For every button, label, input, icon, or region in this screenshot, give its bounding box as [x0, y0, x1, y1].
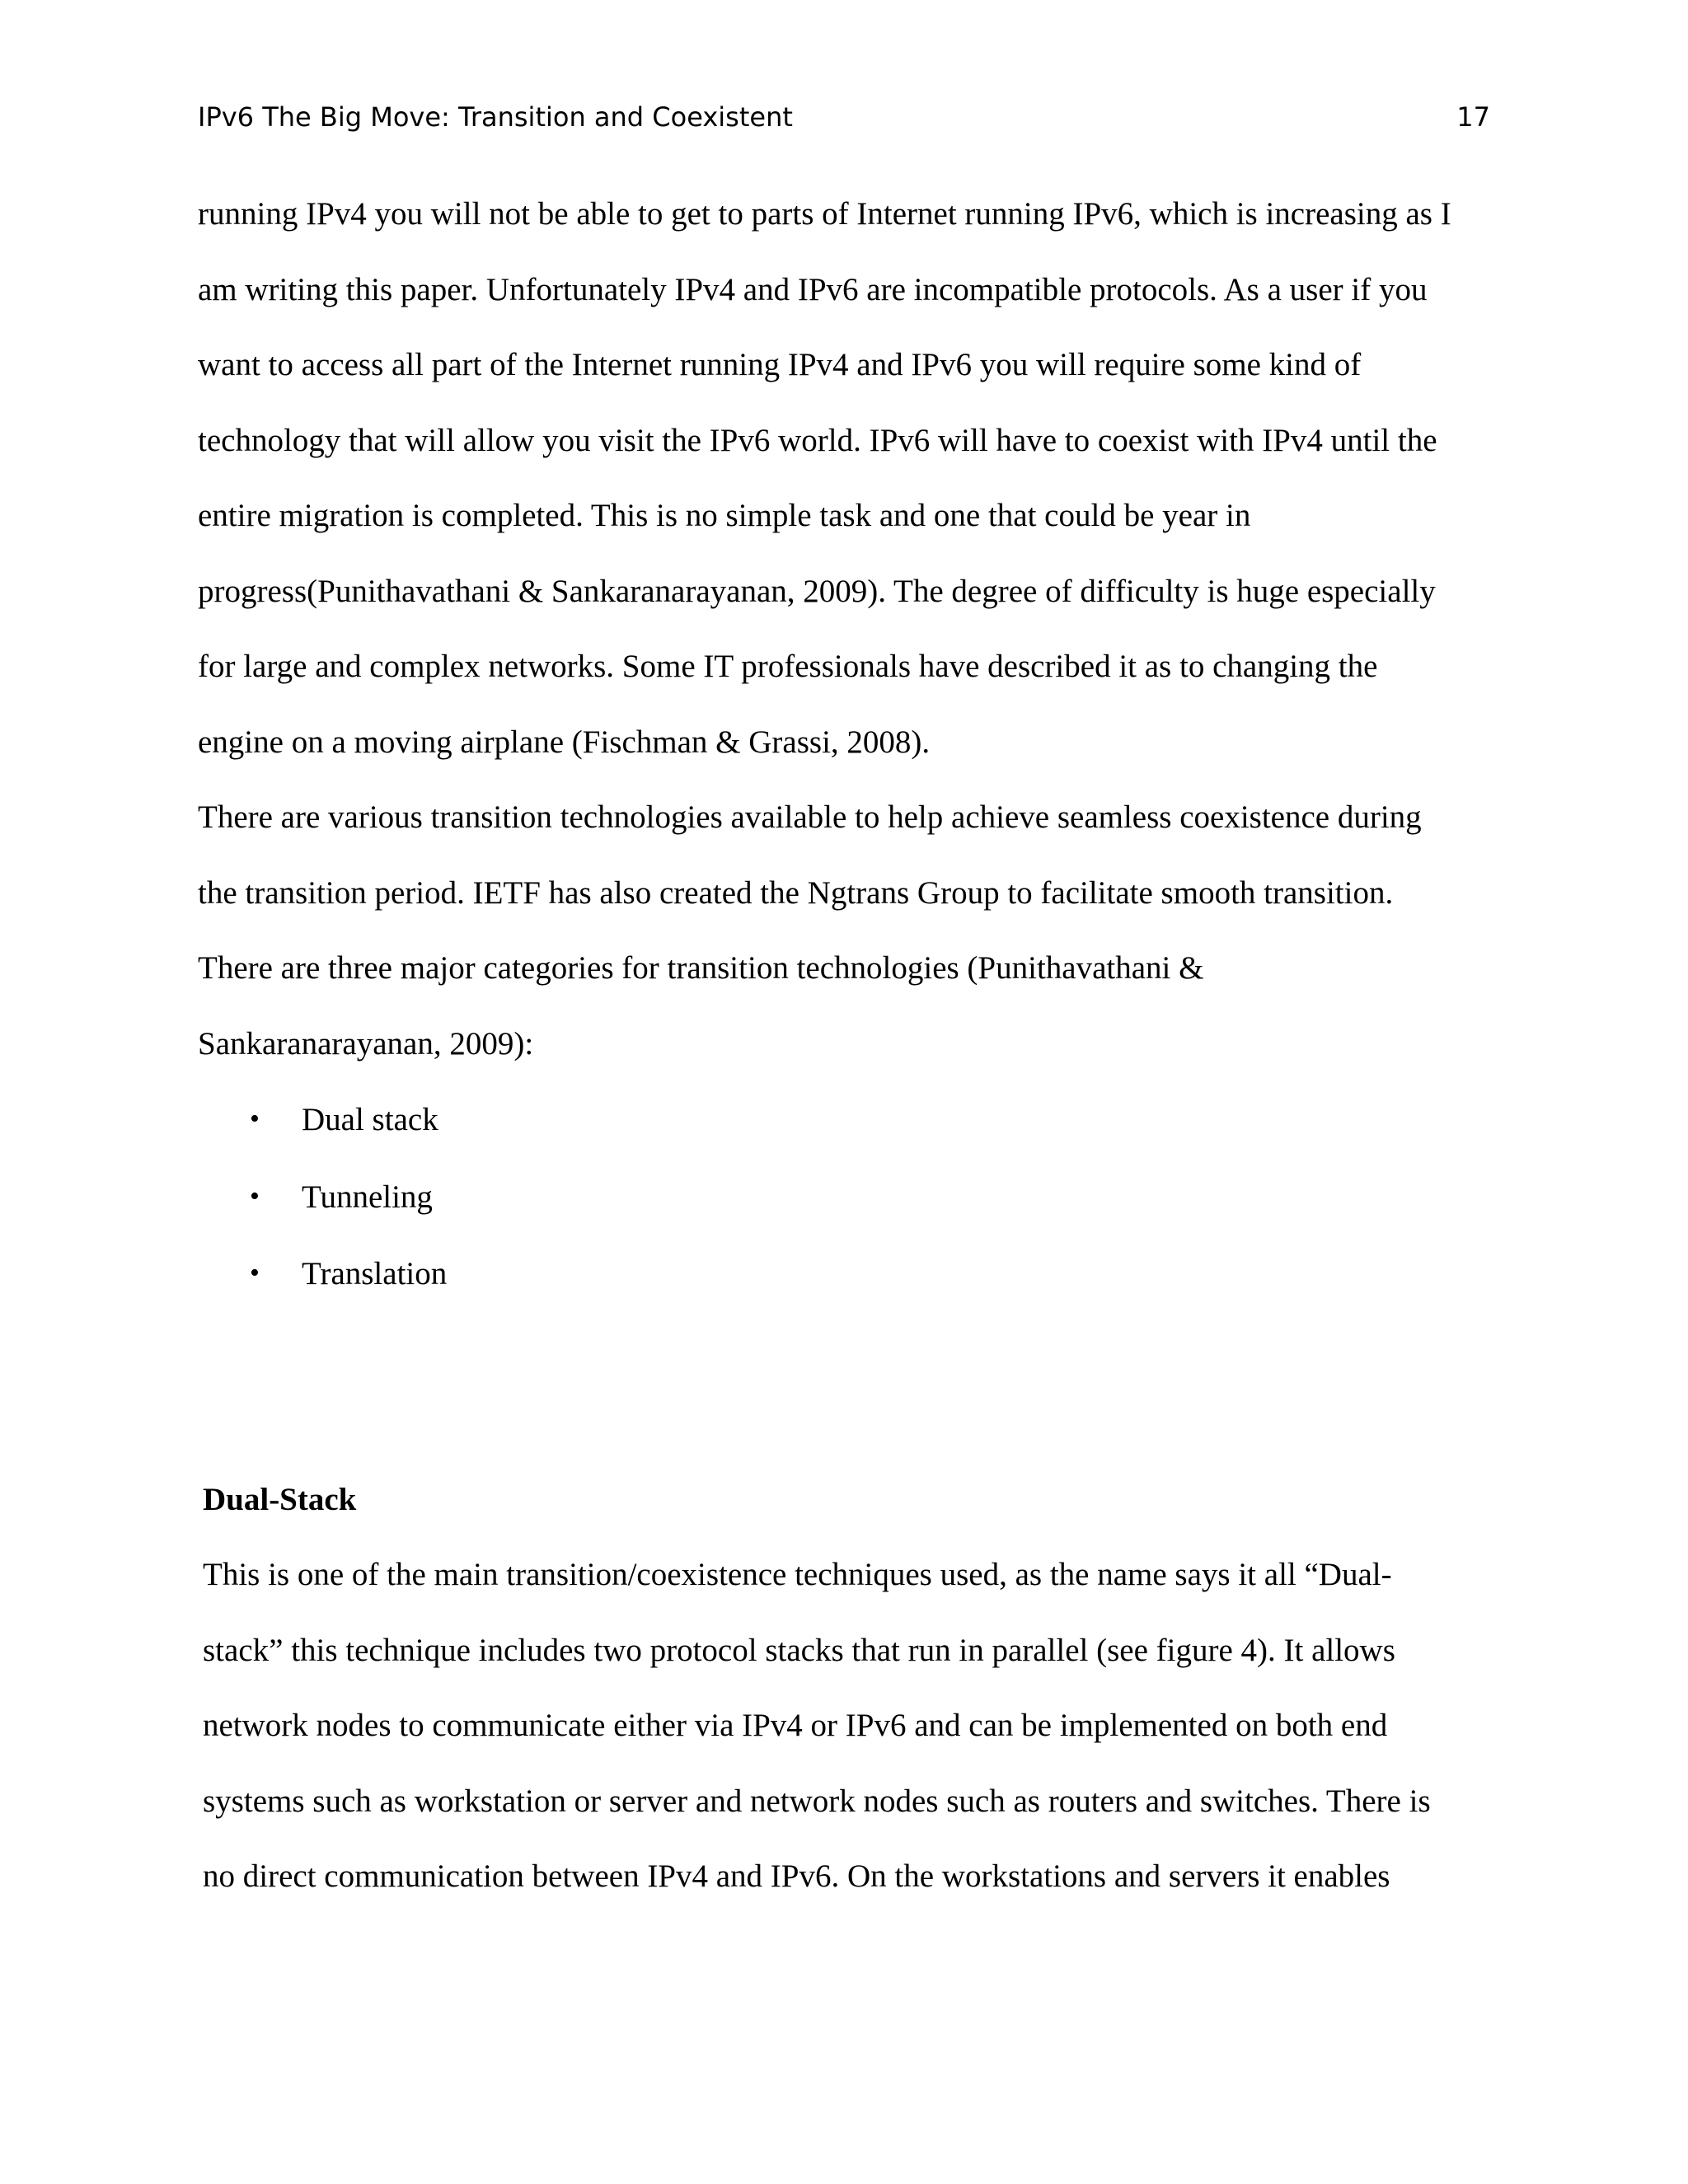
page-number: 17 [1456, 101, 1490, 133]
bullet-icon: • [250, 1104, 260, 1134]
paragraph-1-line: am writing this paper. Unfortunately IPv4 and IPv6 are incompatible protocols. As a user if you [198, 272, 1428, 307]
paragraph-2-line: Sankaranarayanan, 2009): [198, 1026, 534, 1062]
paragraph-1-line: progress(Punithavathani & Sankaranarayanan, 2009). The degree of difficulty is huge especially [198, 574, 1436, 609]
paragraph-2-line: the transition period. IETF has also created the Ngtrans Group to facilitate smooth transition. [198, 875, 1394, 911]
bullet-icon: • [250, 1258, 260, 1288]
paragraph-1-line: engine on a moving airplane (Fischman & Grassi, 2008). [198, 724, 931, 760]
section-body-line: This is one of the main transition/coexistence techniques used, as the name says it all “Dual- [203, 1557, 1392, 1592]
list-item-text: Dual stack [302, 1102, 438, 1137]
paragraph-1-line: running IPv4 you will not be able to get to parts of Internet running IPv6, which is increasing as I [198, 196, 1451, 232]
paragraph-1-line: entire migration is completed. This is no simple task and one that could be year in [198, 498, 1251, 533]
section-body-line: network nodes to communicate either via IPv4 or IPv6 and can be implemented on both end [203, 1708, 1388, 1743]
section-body-line: systems such as workstation or server and network nodes such as routers and switches. There is [203, 1783, 1431, 1819]
paragraph-1-line: technology that will allow you visit the IPv6 world. IPv6 will have to coexist with IPv4 until the [198, 423, 1437, 458]
paragraph-2-line: There are three major categories for transition technologies (Punithavathani & [198, 950, 1204, 986]
paragraph-2-line: There are various transition technologies available to help achieve seamless coexistence during [198, 799, 1422, 835]
list-item-text: Tunneling [302, 1179, 433, 1215]
section-heading: Dual-Stack [203, 1482, 357, 1517]
paragraph-1-line: want to access all part of the Internet running IPv4 and IPv6 you will require some kind of [198, 347, 1362, 382]
paragraph-1-line: for large and complex networks. Some IT professionals have described it as to changing the [198, 649, 1378, 684]
list-item-text: Translation [302, 1256, 448, 1291]
section-body-line: stack” this technique includes two protocol stacks that run in parallel (see figure 4). It allows [203, 1633, 1395, 1668]
section-body-line: no direct communication between IPv4 and IPv6. On the workstations and servers it enables [203, 1858, 1390, 1894]
running-header-title: IPv6 The Big Move: Transition and Coexistent [198, 101, 793, 133]
bullet-icon: • [250, 1181, 260, 1212]
